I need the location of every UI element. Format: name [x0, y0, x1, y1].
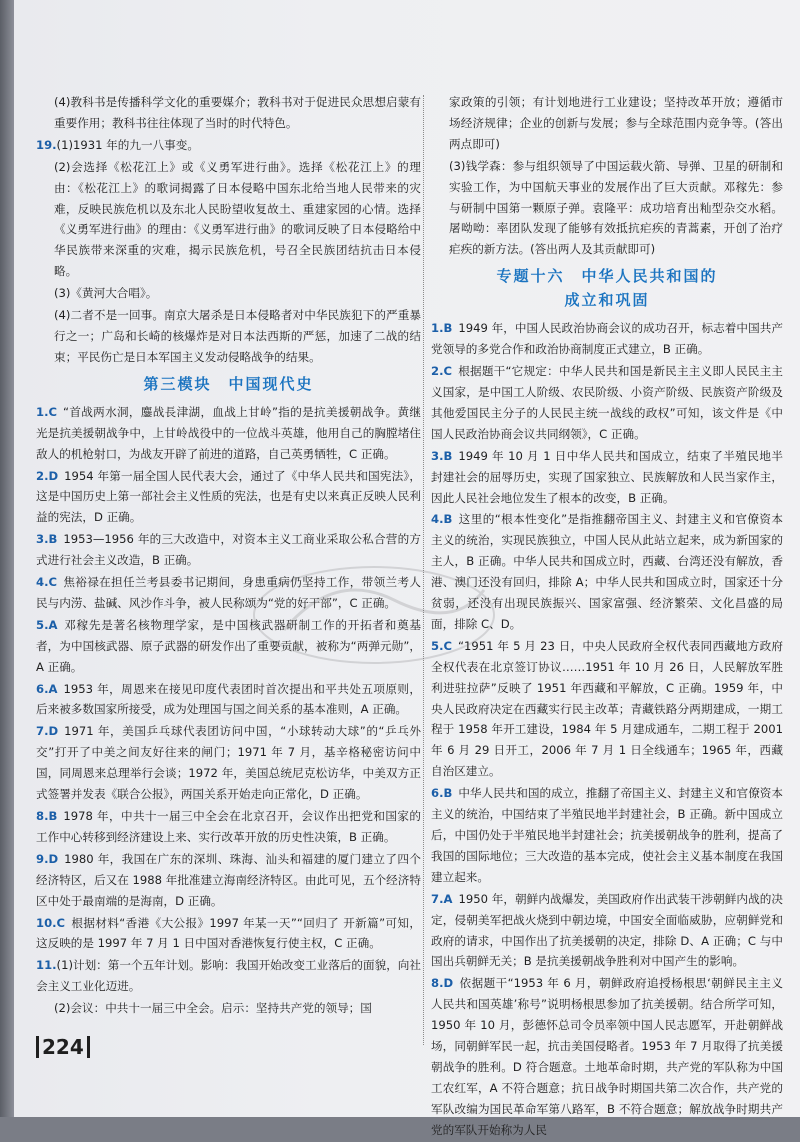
left-answer-item [36, 572, 421, 614]
left-answer-item [36, 402, 421, 465]
answer-text: (4)教科书是传播科学文化的重要媒介；教科书对于促进民众思想启蒙有重要作用；教科书往往体现了当时的时代特色。 [54, 95, 421, 130]
right-answer-item [431, 361, 783, 445]
question-number: 6. [36, 681, 49, 696]
answer-text: (2)会议：中共十一届三中全会。启示：坚持共产党的领导；国 [54, 1001, 372, 1016]
answer-letter: C [443, 364, 452, 379]
answer-letter: D [48, 468, 59, 483]
question-number: 2. [36, 468, 49, 483]
page-spine-shadow [0, 0, 14, 1117]
right-answer-item [431, 318, 783, 360]
right-intro-item [431, 156, 783, 261]
answer-text: 1953 年，周恩来在接见印度代表团时首次提出和平共处五项原则，后来被多数国家所接受，成为处理国与国之间关系的基本准则，A 正确。 [36, 681, 421, 717]
right-answer-item [431, 446, 783, 509]
answer-text: 1954 年第一届全国人民代表大会，通过了《中华人民共和国宪法》，这是中国历史上第一部社会主义性质的宪法，也是有史以来真正反映人民利益的宪法，D 正确。 [36, 468, 421, 525]
question-number: 4. [36, 575, 49, 590]
answer-text: (4)二者不是一回事。南京大屠杀是日本侵略者对中华民族犯下的严重暴行之一；广岛和长崎的核爆炸是对日本法西斯的严惩，加速了二战的结束；平民伤亡是日本军国主义发动侵略战争的结果。 [54, 308, 421, 364]
answer-text: 家政策的引领；有计划地进行工业建设；坚持改革开放；遵循市场经济规律；企业的创新与发展；参与全球范围内竞争等。(答出两点即可) [449, 95, 783, 151]
answer-text: 中华人民共和国的成立，推翻了帝国主义、封建主义和官僚资本主义的统治，中国结束了半殖民地半封建社会，B 正确。新中国成立后，中国仍处于半殖民地半封建社会；抗美援朝战争的胜利，提高了我国的国际地位；三大改造的基本完成，使社会主义基本制度在我国建立起来。 [431, 786, 783, 884]
answer-text: 焦裕禄在担任兰考县委书记期间，身患重病仍坚持工作，带领兰考人民与内涝、盐碱、风沙作斗争，被人民称颂为“党的好干部”，C 正确。 [36, 575, 421, 610]
question-number: 7. [36, 724, 49, 739]
answer-text: “首战两水洞，鏖战長津湖，血战上甘岭”指的是抗美援朝战争。黄继光是抗美援朝战争中，上甘岭战役中的一位战斗英雄，他用自己的胸膛堵住敌人的机枪射口，为战友开辟了前进的道路，自己英勇牺牲，C 正确。 [36, 404, 421, 461]
section-title-line-2: 成立和巩固 [564, 291, 650, 310]
question-number: 1. [36, 404, 49, 419]
left-answer-item [36, 849, 421, 912]
answer-letter: D [48, 851, 59, 866]
answer-letter: D [443, 976, 454, 991]
textbook-page [14, 0, 800, 1137]
left-intro-item [36, 283, 421, 304]
answer-text: 依据题干“1953 年 6 月，朝鲜政府追授杨根思‘朝鲜民主主义人民共和国英雄’称号”说明杨根思参加了抗美援朝。结合所学可知，1950 年 10 月，彭德怀总司令员率领中国人民志愿军，开赴朝鲜战场，同朝鲜军民一起，抗击美国侵略者。1953 年 7 月取得了抗美援朝战争的胜利。D 符合题意。土地革命时期，共产党的军队称为中国工农红军，A 不符合题意；抗日战争时期国共第二次合作，共产党的军队改编为国民革命军第八路军，B 不符合题意；解放战争时期共产党的军队开始称为人民 [431, 976, 783, 1137]
left-answer-item [36, 998, 421, 1019]
left-intro-item [36, 92, 421, 134]
left-intro-item [36, 157, 421, 282]
left-intro-item [36, 135, 421, 156]
answer-text: 1950 年，朝鲜内战爆发，美国政府作出武装干涉朝鲜内战的决定，侵朝美军把战火烧到中朝边境，中国安全面临威胁，应朝鲜党和政府的请求，中国作出了抗美援朝的决定，排除 D、A 正确；C 与中国出兵朝鲜无关；B 是抗美援朝战争胜利对中国产生的影响。 [431, 891, 783, 969]
left-answer-item [36, 913, 421, 955]
answer-text: 1953—1956 年的三大改造中，对资本主义工商业采取公私合营的方式进行社会主义改造，B 正确。 [36, 532, 421, 568]
answer-text: 1978 年，中共十一届三中全会在北京召开，会议作出把党和国家的工作中心转移到经济建设上来、实行改革开放的历史性决策，B 正确。 [36, 809, 421, 844]
page-number: 224 [36, 1036, 90, 1058]
answer-letter: B [443, 448, 453, 463]
answer-text: 这里的“根本性变化”是指推翻帝国主义、封建主义和官僚资本主义的统治，实现民族独立，中国人民从此站立起来，成为新国家的主人，B 正确。中华人民共和国成立时，西藏、台湾还没有解放，香港、澳门还没有回归，排除 A；中华人民共和国成立时，国家还十分贫弱，还没有出现民族振兴、国家富强、经济繁荣、文化昌盛的局面，排除 C、D。 [431, 512, 783, 631]
left-answer-item [36, 955, 421, 997]
answer-letter: A [48, 617, 58, 632]
answer-letter: B [443, 321, 453, 336]
question-number: 1. [431, 321, 444, 336]
answer-letter: C [443, 638, 452, 653]
question-number: 9. [36, 851, 49, 866]
right-intro-item [431, 92, 783, 155]
question-number: 7. [431, 891, 444, 906]
left-answer-item [36, 679, 421, 721]
left-intro-item [36, 305, 421, 368]
left-answer-item [36, 529, 421, 571]
question-number: 8. [431, 976, 444, 991]
section-title-topic-sixteen [431, 264, 783, 312]
question-number: 3. [36, 532, 49, 547]
answer-letter: B [443, 512, 453, 527]
question-number: 19. [36, 137, 57, 152]
answer-text: (2)会选择《松花江上》或《义勇军进行曲》。选择《松花江上》的理由：《松花江上》的歌词揭露了日本侵略中国东北给当地人民带来的灾难，反映民族危机以及东北人民盼望收复故土、重建家园的心情。选择《义勇军进行曲》的理由：《义勇军进行曲》的歌词反映了日本侵略给中华民族带来深重的灾难，揭示民族危机，号召全民族团结抗击日本侵略。 [54, 159, 421, 279]
left-answer-item [36, 721, 421, 805]
question-number: 2. [431, 364, 444, 379]
answer-text: 邓稼先是著名核物理学家，是中国核武器研制工作的开拓者和奠基者，为中国核武器、原子武器的研发作出了重要贡献，被称为“两弹元勋”，A 正确。 [36, 617, 421, 674]
question-number: 5. [36, 617, 49, 632]
answer-text: 根据题干“它规定：中华人民共和国是新民主主义即人民民主主义国家，是中国工人阶级、农民阶级、小资产阶级、民族资产阶级及其他爱国民主分子的人民民主统一战线的政权”可知，该文件是《中国人民政治协商会议共同纲领》，C 正确。 [431, 364, 783, 441]
right-answer-item [431, 636, 783, 782]
answer-letter: B [443, 786, 453, 801]
answer-letter: A [48, 681, 58, 696]
question-number: 11. [36, 958, 57, 973]
right-column [431, 92, 783, 1142]
section-title-line-1: 专题十六 中华人民共和国的 [496, 267, 718, 286]
answer-letter: B [48, 532, 58, 547]
answer-text: 1949 年 10 月 1 日中华人民共和国成立，结束了半殖民地半封建社会的屈辱历史，实现了国家独立、民族解放和人民当家作主，因此人民社会地位发生了根本的改变，B 正确。 [431, 448, 783, 505]
left-answer-item [36, 615, 421, 678]
question-number: 3. [431, 448, 444, 463]
answer-text: (3)钱学森：参与组织领导了中国运载火箭、导弹、卫星的研制和实验工作，为中国航天事业的发展作出了巨大贡献。邓稼先：参与研制中国第一颗原子弹。袁隆平：成功培育出籼型杂交水稻。屠呦呦：率团队发现了能够有效抵抗疟疾的青蒿素，开创了治疗疟疾的新方法。(答出两人及其贡献即可) [449, 158, 783, 257]
question-number: 10. [36, 915, 57, 930]
answer-letter: C [48, 404, 57, 419]
question-number: 8. [36, 809, 49, 823]
left-answer-item [36, 806, 421, 848]
answer-text: 1971 年，美国乒乓球代表团访问中国，“小球转动大球”的“乒乓外交”打开了中美之间友好往来的闸门；1971 年 7 月，基辛格秘密访问中国，同周恩来总理举行会谈；1972 年，美国总统尼克松访华，中美双方正式签署并发表《联合公报》，两国关系开始走向正常化，D 正确。 [36, 724, 421, 802]
question-number: 4. [431, 512, 444, 527]
answer-text: (1)1931 年的九一八事变。 [56, 137, 199, 152]
answer-letter: D [48, 724, 59, 739]
answer-letter: C [48, 575, 57, 590]
question-number: 5. [431, 638, 444, 653]
right-answer-item [431, 783, 783, 888]
answer-text: (3)《黄河大合唱》。 [54, 286, 158, 301]
answer-letter: C [56, 915, 66, 930]
question-number: 6. [431, 786, 444, 801]
right-answer-item [431, 973, 783, 1140]
section-title-module-three: 第三模块 中国现代史 [143, 374, 314, 393]
answer-letter: A [443, 891, 453, 906]
answer-text: 1980 年，我国在广东的深圳、珠海、汕头和福建的厦门建立了四个经济特区，后又在 1988 年批准建立海南经济特区。由此可见，五个经济特区中处于最南端的是海南，D 正确。 [36, 851, 421, 908]
left-answer-item [36, 466, 421, 529]
right-answer-item [431, 889, 783, 973]
answer-text: (1)计划：第一个五年计划。影响：我国开始改变工业落后的面貌，向社会主义工业化迈进。 [36, 958, 421, 994]
left-column [36, 92, 421, 1020]
answer-letter: B [48, 809, 58, 823]
column-divider [423, 95, 424, 1045]
answer-text: 1949 年，中国人民政治协商会议的成功召开，标志着中国共产党领导的多党合作和政治协商制度正式建立，B 正确。 [431, 321, 783, 357]
answer-text: “1951 年 5 月 23 日，中央人民政府全权代表同西藏地方政府全权代表在北京签订协议……1951 年 10 月 26 日，人民解放军胜利进驻拉萨”反映了 1951 年西藏和平解放，C 正确。1959 年，中央人民政府决定在西藏实行民主改革；青藏铁路分两期建成，一期工程于 1958 年开工建设，1984 年 5 月建成通车，二期工程于 2001 年 6 月 29 日开工，2006 年 7 月 1 日全线通车；1965 年，西藏自治区建立。 [431, 638, 783, 779]
right-answer-item [431, 509, 783, 634]
answer-text: 根据材料“香港《大公报》1997 年某一天”“回归了 开新篇”可知，这反映的是 1997 年 7 月 1 日中国对香港恢复行使主权，C 正确。 [36, 915, 421, 951]
